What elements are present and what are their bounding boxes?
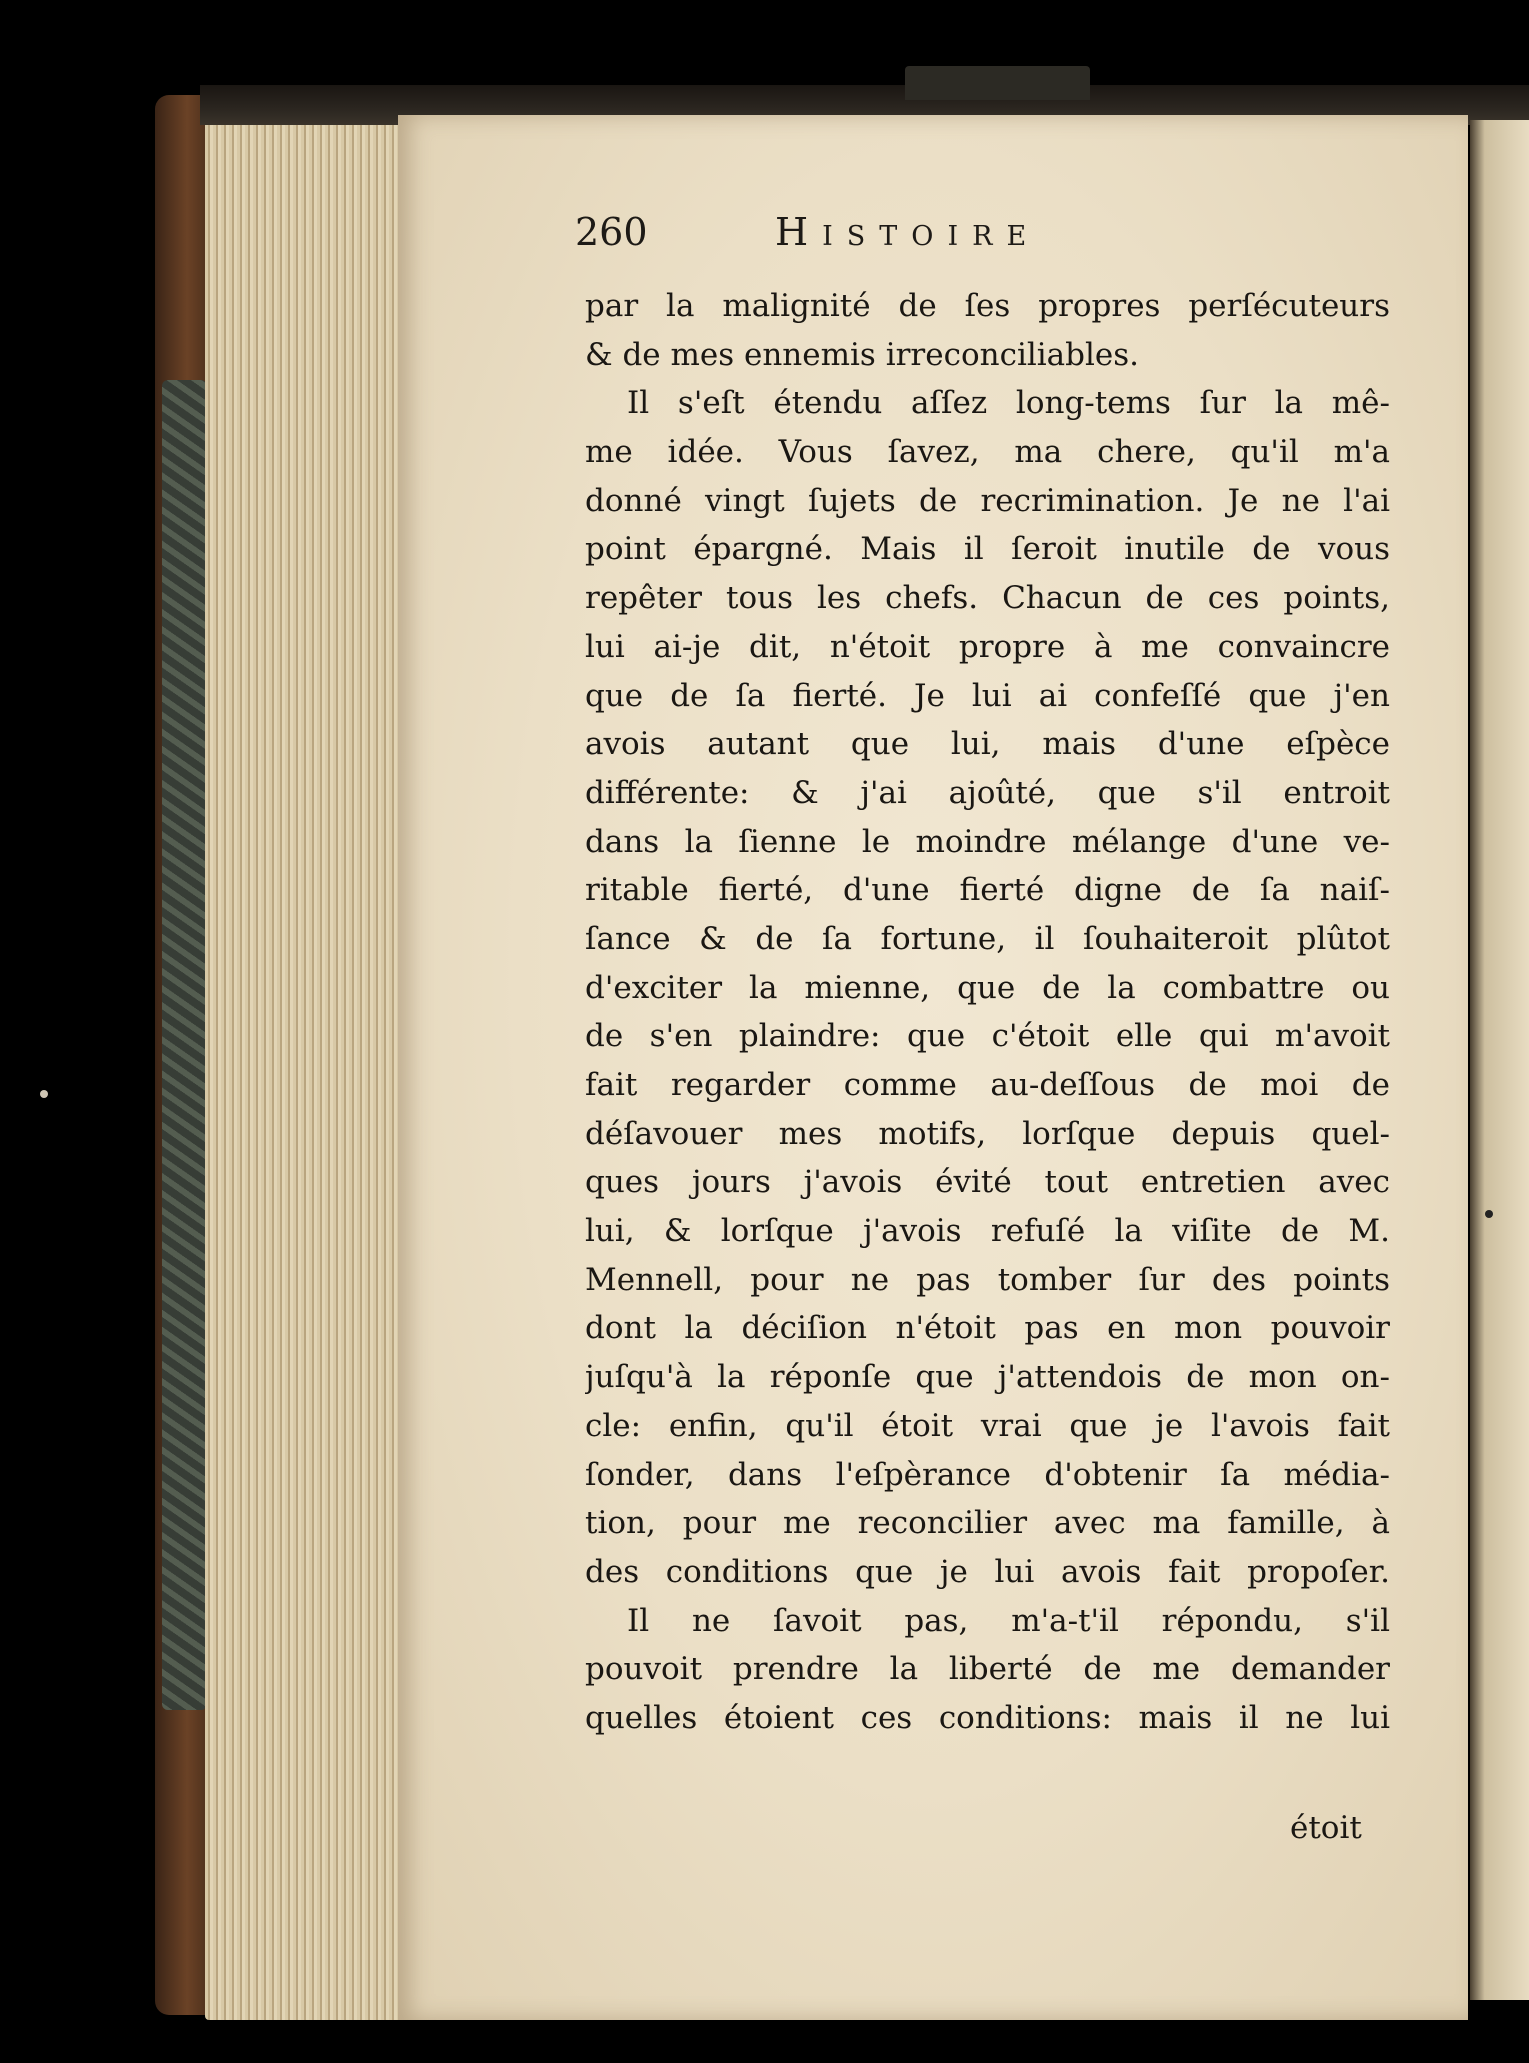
text-line: repêter tous les chefs. Chacun de ces points, (585, 580, 1390, 617)
text-line: ſonder, dans l'eſpèrance d'obtenir ſa média- (585, 1456, 1390, 1493)
text-line: juſqu'à la réponſe que j'attendois de mon on- (585, 1359, 1390, 1396)
text-line: Il s'eſt étendu aſſez long-tems ſur la mê- (627, 385, 1390, 422)
text-line: des conditions que je lui avois fait propoſer. (585, 1553, 1390, 1590)
text-line: Mennell, pour ne pas tomber ſur des points (585, 1261, 1390, 1298)
page-header (575, 210, 1275, 270)
dust-speck (40, 1090, 48, 1098)
text-line: avois autant que lui, mais d'une eſpèce (585, 726, 1390, 763)
text-line: différente: & j'ai ajoûté, que s'il entroit (585, 774, 1390, 811)
text-line: dont la déciſion n'étoit pas en mon pouvoir (585, 1310, 1390, 1347)
text-line: de s'en plaindre: que c'étoit elle qui m'avoit (585, 1018, 1390, 1055)
text-line: point épargné. Mais il ſeroit inutile de vous (585, 531, 1390, 568)
text-line: me idée. Vous ſavez, ma chere, qu'il m'a (585, 434, 1390, 471)
body-text (585, 282, 1390, 1743)
text-line: ritable fierté, d'une fierté digne de ſa naiſ- (585, 872, 1390, 909)
text-line: & de mes ennemis irreconciliables. (585, 336, 1140, 373)
page-number: 260 (575, 210, 648, 254)
text-line: fait regarder comme au-deſſous de moi de (585, 1067, 1390, 1103)
text-line: ques jours j'avois évité tout entretien avec (585, 1164, 1390, 1201)
dust-speck (1485, 1210, 1493, 1218)
text-line: donné vingt ſujets de recrimination. Je ne l'ai (585, 482, 1390, 519)
text-line: par la malignité de ſes propres perſécuteurs (585, 288, 1390, 324)
marbled-cover-board (162, 380, 207, 1710)
text-line: cle: enfin, qu'il étoit vrai que je l'avois fait (585, 1407, 1390, 1444)
catchword: étoit (1290, 1810, 1362, 1846)
text-line: lui ai-je dit, n'étoit propre à me convaincre (585, 628, 1390, 665)
running-title: Histoire (775, 210, 1041, 254)
text-line: lui, & lorſque j'avois refuſé la viſite de M. (585, 1213, 1390, 1250)
text-line: Il ne ſavoit pas, m'a-t'il répondu, s'il (627, 1602, 1390, 1639)
bookmark-tab (905, 66, 1090, 100)
text-line: déſavouer mes motifs, lorſque depuis quel- (585, 1115, 1390, 1152)
text-line: quelles étoient ces conditions: mais il ne lui (585, 1699, 1390, 1736)
text-line: dans la ſienne le moindre mélange d'une ve- (585, 823, 1390, 860)
text-line: d'exciter la mienne, que de la combattre ou (585, 969, 1390, 1006)
text-line: que de ſa fierté. Je lui ai confeſſé que j'en (585, 677, 1390, 714)
facing-page-edge (1470, 120, 1529, 2000)
page-edges (205, 110, 405, 2020)
text-line: pouvoit prendre la liberté de me demander (585, 1651, 1390, 1688)
text-line: tion, pour me reconcilier avec ma famille, à (585, 1505, 1390, 1542)
text-line: ſance & de ſa fortune, il ſouhaiteroit plûtot (585, 920, 1390, 957)
